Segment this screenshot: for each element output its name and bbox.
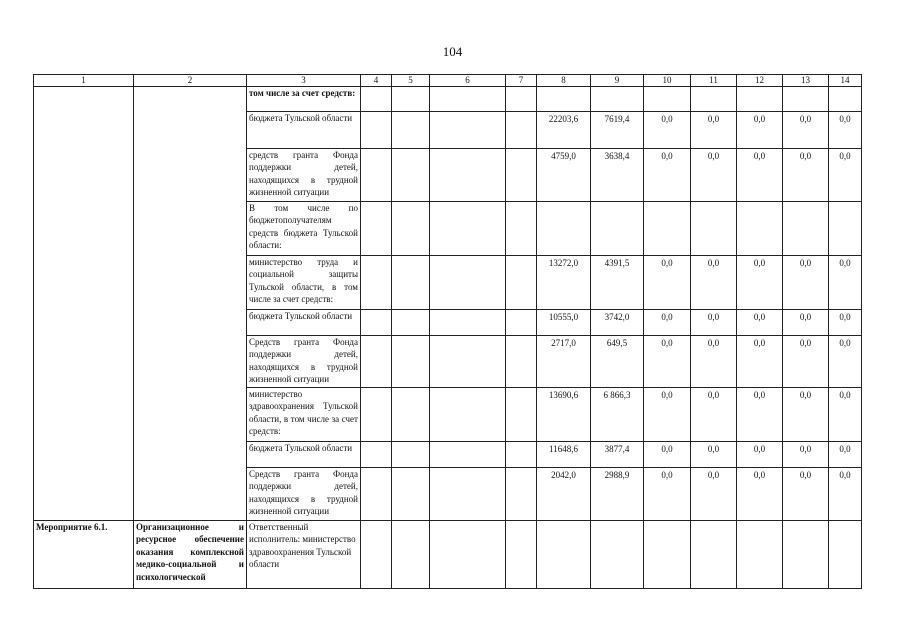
value-cell <box>392 468 430 521</box>
value-cell <box>361 468 392 521</box>
value-cell <box>361 87 392 112</box>
measure-title: Организационное и ресурсное обеспечение оказания комплексной медико-социальной и психологической <box>134 521 247 589</box>
column-number: 13 <box>783 75 829 87</box>
value-cell: 0,0 <box>691 149 737 202</box>
value-cell <box>430 388 506 442</box>
value-cell: 0,0 <box>644 310 691 336</box>
funding-source-cell: Средств гранта Фонда поддержки детей, находящихся в трудной жизненной ситуации <box>247 468 361 521</box>
value-cell <box>506 87 537 112</box>
value-cell: 0,0 <box>783 310 829 336</box>
value-cell: 13272,0 <box>537 256 591 310</box>
value-cell <box>506 149 537 202</box>
column-number-row <box>34 75 862 87</box>
value-cell <box>691 87 737 112</box>
funding-source-cell: бюджета Тульской области <box>247 442 361 468</box>
value-cell: 0,0 <box>783 388 829 442</box>
value-cell: 0,0 <box>644 336 691 388</box>
value-cell <box>392 149 430 202</box>
measure-cell-col2 <box>134 87 247 521</box>
value-cell: 11648,6 <box>537 442 591 468</box>
value-cell: 0,0 <box>737 468 783 521</box>
value-cell <box>537 521 591 589</box>
value-cell <box>430 442 506 468</box>
value-cell <box>783 87 829 112</box>
value-cell: 0,0 <box>737 388 783 442</box>
value-cell <box>506 521 537 589</box>
value-cell: 4759,0 <box>537 149 591 202</box>
value-cell: 3742,0 <box>591 310 644 336</box>
funding-source-cell: том числе за счет средств: <box>247 87 361 112</box>
value-cell: 0,0 <box>783 336 829 388</box>
column-number: 10 <box>644 75 691 87</box>
value-cell: 0,0 <box>644 112 691 149</box>
column-number: 4 <box>361 75 392 87</box>
value-cell <box>392 87 430 112</box>
column-number: 1 <box>34 75 134 87</box>
value-cell <box>361 112 392 149</box>
value-cell <box>737 202 783 256</box>
value-cell <box>430 256 506 310</box>
value-cell: 0,0 <box>829 112 862 149</box>
value-cell: 3638,4 <box>591 149 644 202</box>
value-cell: 10555,0 <box>537 310 591 336</box>
column-number: 6 <box>430 75 506 87</box>
value-cell <box>361 149 392 202</box>
column-number: 8 <box>537 75 591 87</box>
column-number: 5 <box>392 75 430 87</box>
column-number: 2 <box>134 75 247 87</box>
value-cell: 0,0 <box>829 468 862 521</box>
value-cell <box>506 112 537 149</box>
value-cell: 649,5 <box>591 336 644 388</box>
value-cell <box>591 202 644 256</box>
value-cell: 0,0 <box>644 388 691 442</box>
value-cell <box>783 521 829 589</box>
value-cell: 0,0 <box>783 112 829 149</box>
value-cell <box>430 202 506 256</box>
funding-source-cell: бюджета Тульской области <box>247 112 361 149</box>
value-cell: 0,0 <box>783 442 829 468</box>
value-cell <box>392 521 430 589</box>
value-cell <box>430 149 506 202</box>
value-cell: 0,0 <box>783 256 829 310</box>
value-cell: 0,0 <box>829 442 862 468</box>
value-cell <box>430 336 506 388</box>
value-cell <box>392 112 430 149</box>
value-cell: 0,0 <box>644 256 691 310</box>
value-cell <box>392 256 430 310</box>
budget-table <box>33 74 862 589</box>
value-cell: 22203,6 <box>537 112 591 149</box>
value-cell <box>430 521 506 589</box>
funding-source-cell: министерство здравоохранения Тульской области, в том числе за счет средств: <box>247 388 361 442</box>
column-number: 12 <box>737 75 783 87</box>
value-cell: 3877,4 <box>591 442 644 468</box>
value-cell <box>506 388 537 442</box>
column-number: 11 <box>691 75 737 87</box>
value-cell: 0,0 <box>829 310 862 336</box>
value-cell <box>361 442 392 468</box>
value-cell <box>430 468 506 521</box>
measure-cell-col1 <box>34 87 134 521</box>
value-cell <box>392 310 430 336</box>
value-cell: 2717,0 <box>537 336 591 388</box>
value-cell <box>829 521 862 589</box>
column-number: 14 <box>829 75 862 87</box>
value-cell <box>361 521 392 589</box>
value-cell <box>537 202 591 256</box>
value-cell: 0,0 <box>829 388 862 442</box>
value-cell <box>691 202 737 256</box>
value-cell: 0,0 <box>691 442 737 468</box>
value-cell <box>430 112 506 149</box>
value-cell: 2042,0 <box>537 468 591 521</box>
value-cell <box>361 256 392 310</box>
column-number: 9 <box>591 75 644 87</box>
value-cell <box>644 202 691 256</box>
value-cell: 0,0 <box>691 112 737 149</box>
responsible-executor: Ответственный исполнитель: министерство здравоохранения Тульской области <box>247 521 361 589</box>
value-cell <box>506 310 537 336</box>
funding-source-cell: В том числе по бюджетополучателям средств бюджета Тульской области: <box>247 202 361 256</box>
value-cell: 0,0 <box>783 468 829 521</box>
value-cell <box>392 336 430 388</box>
value-cell: 0,0 <box>691 336 737 388</box>
value-cell: 0,0 <box>829 149 862 202</box>
value-cell: 0,0 <box>737 256 783 310</box>
value-cell <box>691 521 737 589</box>
value-cell: 13690,6 <box>537 388 591 442</box>
value-cell <box>644 87 691 112</box>
value-cell <box>506 442 537 468</box>
value-cell <box>430 87 506 112</box>
value-cell: 7619,4 <box>591 112 644 149</box>
value-cell <box>506 336 537 388</box>
value-cell <box>361 310 392 336</box>
value-cell: 0,0 <box>644 149 691 202</box>
measure-label: Мероприятие 6.1. <box>34 521 134 589</box>
value-cell <box>737 87 783 112</box>
value-cell: 0,0 <box>737 149 783 202</box>
value-cell <box>392 202 430 256</box>
value-cell <box>829 202 862 256</box>
value-cell <box>506 256 537 310</box>
value-cell <box>361 336 392 388</box>
value-cell <box>392 442 430 468</box>
value-cell <box>591 87 644 112</box>
value-cell: 0,0 <box>737 310 783 336</box>
funding-source-cell: Средств гранта Фонда поддержки детей, находящихся в трудной жизненной ситуации <box>247 336 361 388</box>
value-cell <box>506 202 537 256</box>
page-number: 104 <box>442 44 463 59</box>
value-cell <box>829 87 862 112</box>
value-cell: 6 866,3 <box>591 388 644 442</box>
value-cell <box>783 202 829 256</box>
column-number: 7 <box>506 75 537 87</box>
value-cell <box>591 521 644 589</box>
value-cell: 0,0 <box>691 310 737 336</box>
value-cell <box>506 468 537 521</box>
measure-row <box>34 521 862 589</box>
value-cell: 0,0 <box>644 442 691 468</box>
value-cell: 4391,5 <box>591 256 644 310</box>
value-cell: 0,0 <box>644 468 691 521</box>
value-cell: 0,0 <box>737 442 783 468</box>
value-cell <box>644 521 691 589</box>
value-cell <box>430 310 506 336</box>
value-cell: 0,0 <box>691 468 737 521</box>
value-cell <box>737 521 783 589</box>
funding-source-cell: министерство труда и социальной защиты Тульской области, в том числе за счет средств: <box>247 256 361 310</box>
value-cell <box>361 202 392 256</box>
value-cell: 2988,9 <box>591 468 644 521</box>
value-cell: 0,0 <box>829 256 862 310</box>
funding-source-cell: бюджета Тульской области <box>247 310 361 336</box>
value-cell: 0,0 <box>737 336 783 388</box>
value-cell: 0,0 <box>737 112 783 149</box>
value-cell: 0,0 <box>829 336 862 388</box>
value-cell: 0,0 <box>691 388 737 442</box>
value-cell: 0,0 <box>691 256 737 310</box>
column-number: 3 <box>247 75 361 87</box>
funding-source-cell: средств гранта Фонда поддержки детей, находящихся в трудной жизненной ситуации <box>247 149 361 202</box>
value-cell <box>537 87 591 112</box>
value-cell: 0,0 <box>783 149 829 202</box>
table-row <box>34 87 862 112</box>
value-cell <box>361 388 392 442</box>
value-cell <box>392 388 430 442</box>
